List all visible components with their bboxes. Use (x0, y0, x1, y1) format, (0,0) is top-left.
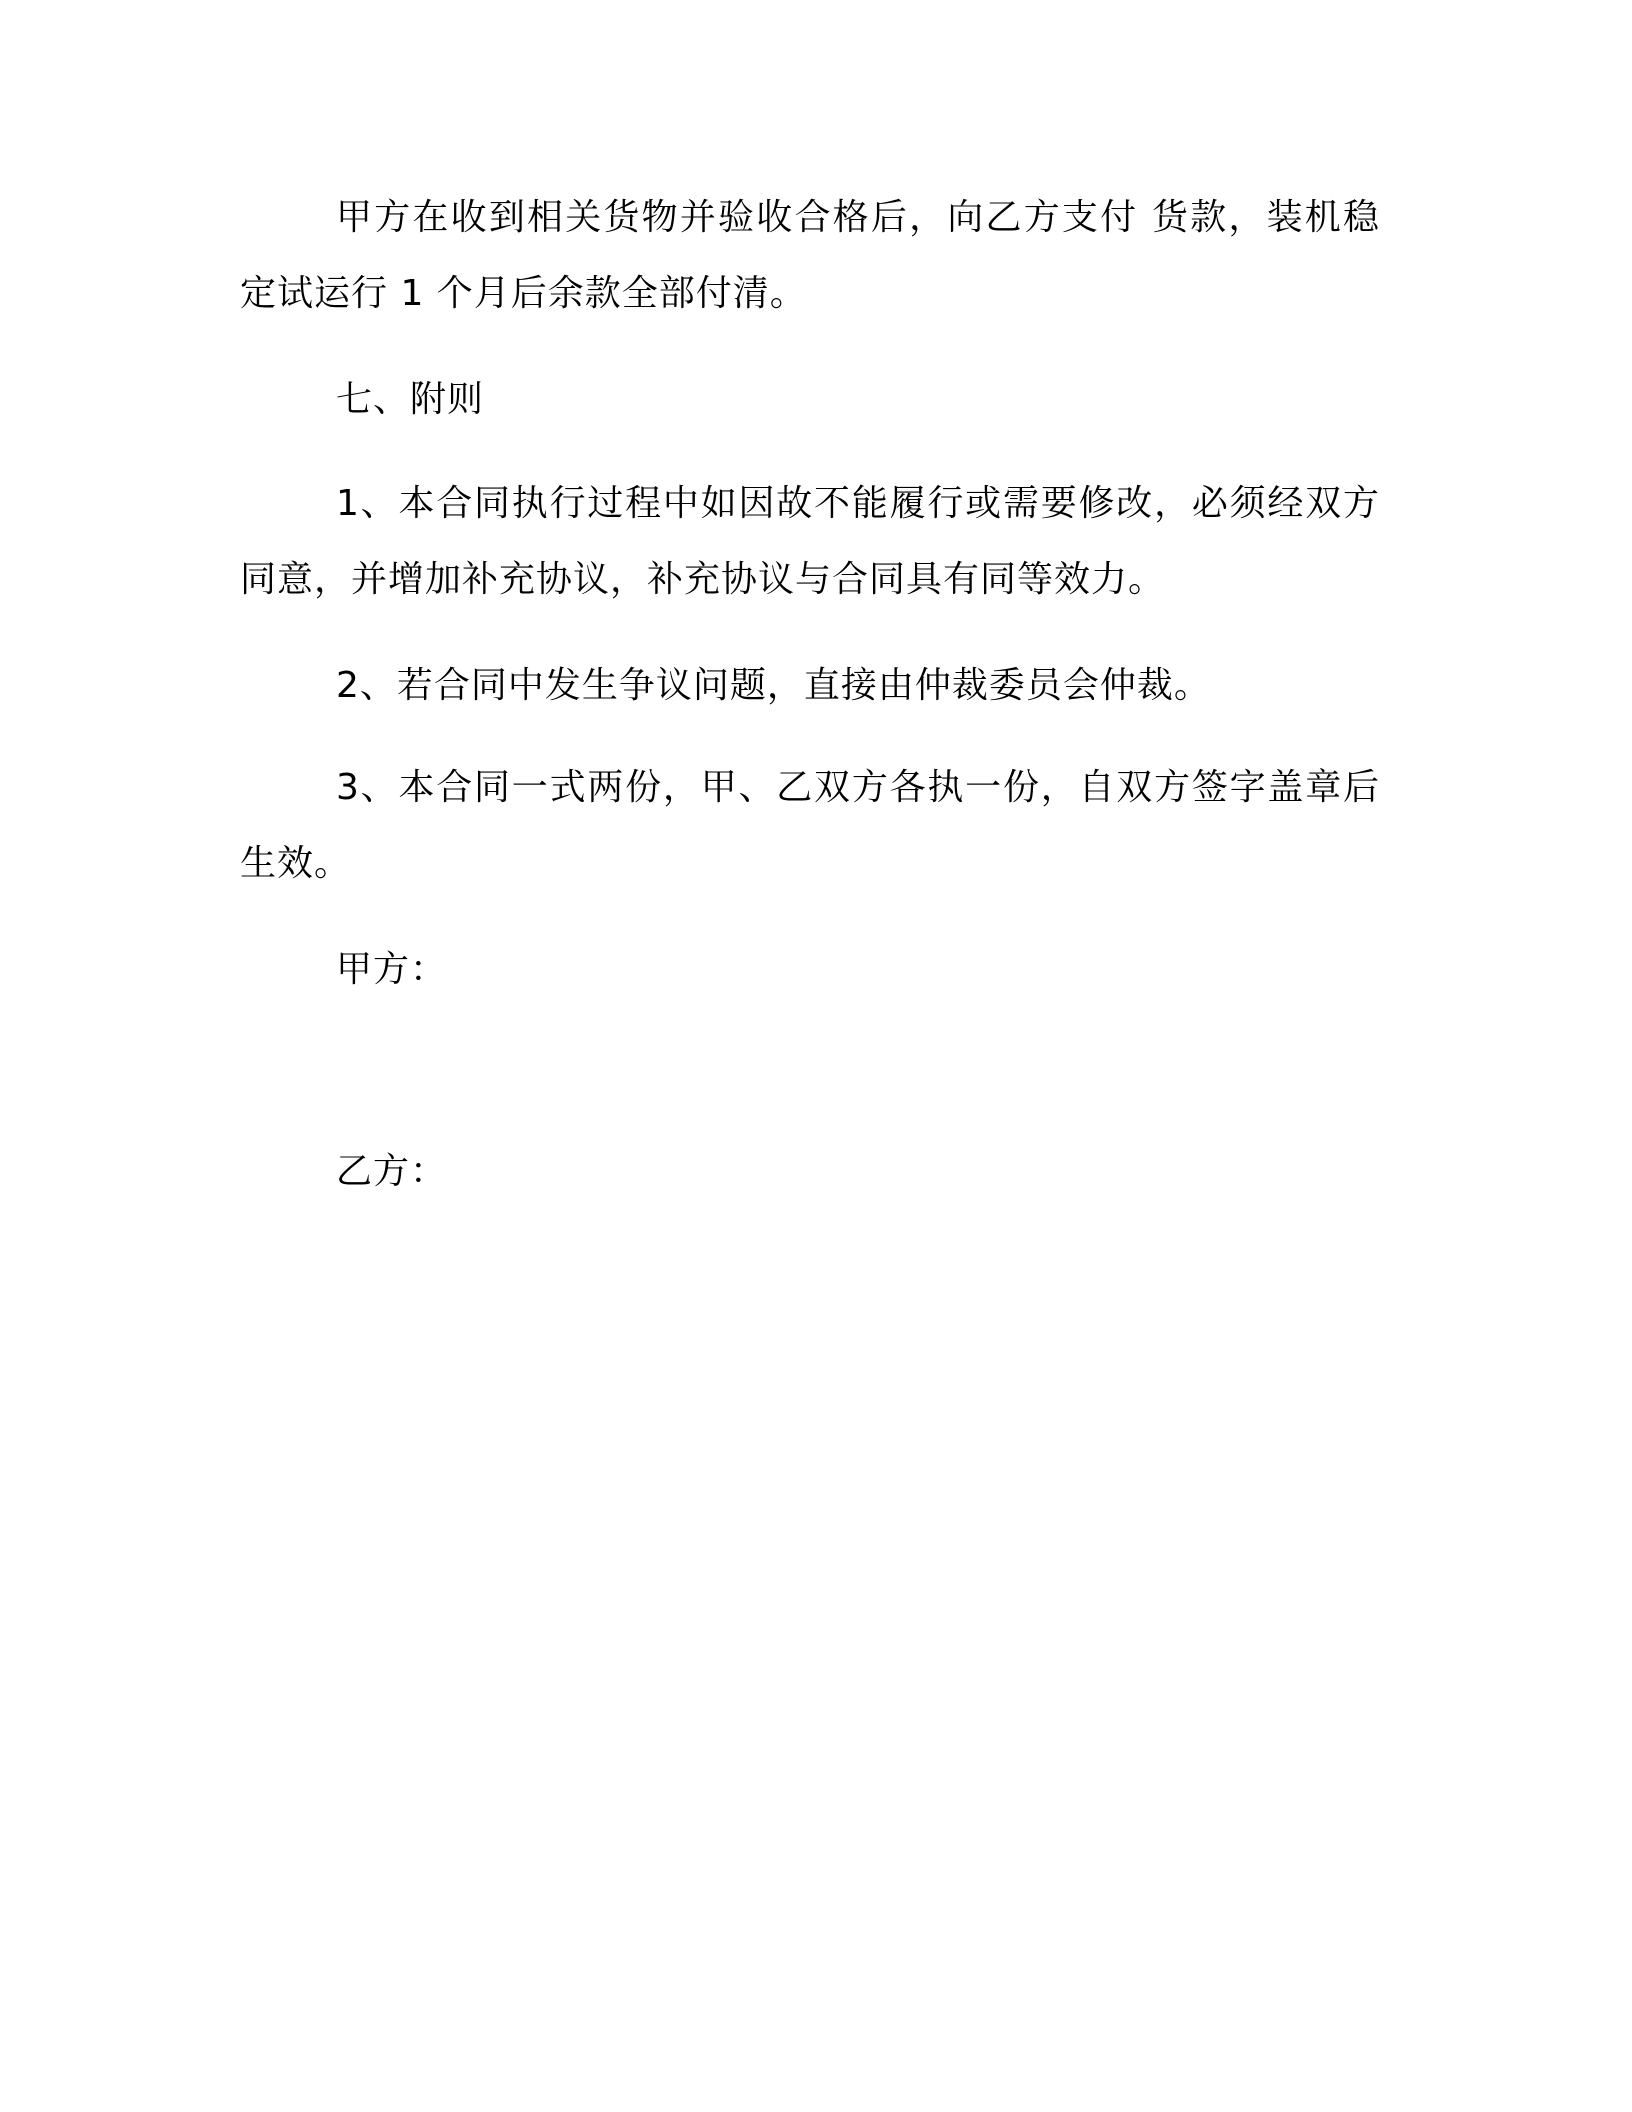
payment-terms-paragraph: 甲方在收到相关货物并验收合格后，向乙方支付 货款，装机稳定试运行 1 个月后余款全部付清。 (240, 197, 1380, 314)
party-a-signature-label: 甲方： (336, 949, 448, 990)
clause-1-paragraph: 1、本合同执行过程中如因故不能履行或需要修改，必须经双方同意，并增加补充协议，补充协议与合同具有同等效力。 (240, 483, 1380, 600)
section-heading: 七、附则 (336, 379, 485, 420)
party-b-signature-label: 乙方： (336, 1151, 448, 1192)
clause-2-paragraph: 2、若合同中发生争议问题，直接由仲裁委员会仲裁。 (336, 665, 1211, 706)
clause-3-paragraph: 3、本合同一式两份，甲、乙双方各执一份，自双方签字盖章后生效。 (240, 767, 1380, 884)
